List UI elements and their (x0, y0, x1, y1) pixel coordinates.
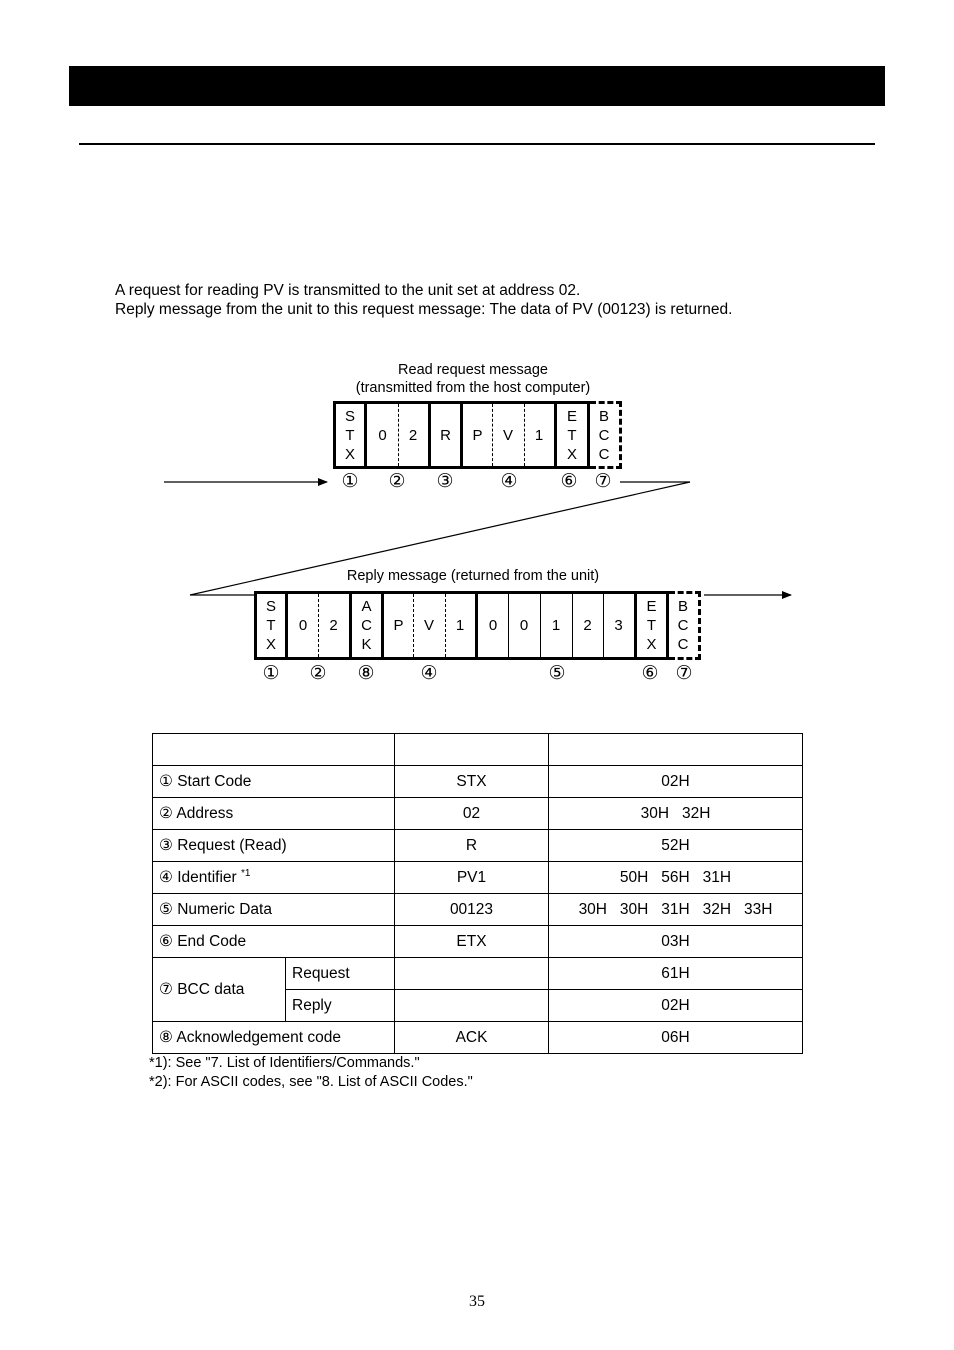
row-number: ② (159, 805, 173, 822)
bcc-request-character (395, 958, 549, 990)
row-ascii: 30H 32H (549, 798, 803, 830)
row-ascii: 50H 56H 31H (549, 862, 803, 894)
row-character: STX (395, 766, 549, 798)
connector-diagonal (190, 482, 690, 595)
row-character: ACK (395, 1022, 549, 1054)
cell-char: V (502, 426, 513, 444)
field-marker: ⑥ (641, 663, 659, 684)
row-number: ① (159, 773, 173, 790)
cell-char: 3 (614, 617, 623, 634)
row-number: ④ (159, 869, 173, 887)
cell-char: T (345, 426, 355, 444)
row-item: Request (Read) (177, 837, 287, 854)
table-row (153, 830, 803, 862)
field-marker: ④ (500, 471, 518, 492)
field-marker: ① (341, 471, 359, 492)
row-item: Numeric Data (177, 901, 272, 918)
field-marker: ⑦ (594, 471, 612, 492)
field-marker: ① (262, 663, 280, 684)
row-character: ETX (395, 926, 549, 958)
table-row (153, 766, 803, 798)
cell-char: K (361, 636, 372, 653)
footnote-2: *2): For ASCII codes, see "8. List of ASCII Codes." (149, 1074, 473, 1090)
page-number: 35 (469, 1293, 485, 1310)
field-marker: ⑦ (675, 663, 693, 684)
cell-char: V (423, 617, 434, 634)
cell-char: X (566, 445, 577, 463)
field-marker: ② (309, 663, 327, 684)
table-row (153, 894, 803, 926)
row-item: End Code (177, 933, 247, 950)
cell-char: C (677, 617, 689, 634)
bcc-reply-ascii: 02H (549, 990, 803, 1022)
cell-char: E (646, 598, 657, 615)
cell-char: C (361, 617, 372, 634)
header-item (153, 734, 395, 766)
row-ascii: 02H (549, 766, 803, 798)
bcc-request-ascii: 61H (549, 958, 803, 990)
cell-char: C (677, 636, 689, 653)
cell-char: S (265, 598, 276, 615)
table-row (153, 1022, 803, 1054)
row-item: BCC data (177, 981, 245, 998)
cell-char: T (567, 426, 577, 444)
cell-char: B (598, 407, 609, 425)
cell-char: B (677, 598, 688, 615)
row-character: 00123 (395, 894, 549, 926)
cell-char: C (598, 426, 610, 444)
row-number: ⑦ (159, 981, 173, 998)
cell-char: E (566, 407, 577, 425)
cell-char: P (472, 426, 483, 444)
intro-line-2: Reply message from the unit to this request message: The data of PV (00123) is returned. (115, 301, 733, 318)
cell-char: T (646, 617, 657, 634)
table-row (153, 926, 803, 958)
cell-char: X (265, 636, 276, 653)
cell-char: 2 (329, 617, 338, 634)
field-marker: ⑥ (560, 471, 578, 492)
cell-char: X (344, 445, 355, 463)
cell-char: R (440, 426, 451, 444)
row-ascii: 52H (549, 830, 803, 862)
cell-char: S (344, 407, 355, 425)
field-marker: ② (388, 471, 406, 492)
field-marker: ⑤ (548, 663, 566, 684)
cell-char: 1 (551, 617, 561, 634)
cell-char: 1 (455, 617, 465, 634)
cell-char: 0 (378, 426, 387, 444)
code-table (152, 733, 803, 1054)
row-ascii: 03H (549, 926, 803, 958)
reply-caption: Reply message (returned from the unit) (346, 568, 600, 584)
bcc-reply-label: Reply (286, 990, 395, 1022)
row-item: Acknowledgement code (176, 1029, 341, 1046)
row-item: Start Code (177, 773, 252, 790)
footnote-ref: *1 (240, 867, 251, 879)
header-ascii (549, 734, 803, 766)
table-row-bcc-request (153, 958, 803, 990)
row-ascii: 06H (549, 1022, 803, 1054)
cell-char: 0 (298, 617, 308, 634)
table-row (153, 862, 803, 894)
field-marker: ⑧ (357, 663, 375, 684)
header-character (395, 734, 549, 766)
cell-char: 0 (519, 617, 529, 634)
request-caption-line2: (transmitted from the host computer) (355, 380, 591, 396)
row-number: ⑧ (159, 1029, 173, 1046)
cell-char: 1 (534, 426, 544, 444)
row-item: Address (176, 805, 234, 822)
row-character: R (395, 830, 549, 862)
footnote-1: *1): See "7. List of Identifiers/Commands." (149, 1055, 420, 1071)
intro-line-1: A request for reading PV is transmitted to the unit set at address 02. (115, 282, 581, 299)
row-number: ⑥ (159, 933, 173, 950)
cell-char: 2 (583, 617, 592, 634)
row-number: ⑤ (159, 901, 173, 918)
cell-char: X (646, 636, 657, 653)
row-item: Identifier (177, 869, 237, 887)
cell-char: A (361, 598, 372, 615)
bcc-request-label: Request (286, 958, 395, 990)
request-caption-line1: Read request message (398, 362, 548, 378)
field-marker: ④ (420, 663, 438, 684)
cell-char: 2 (408, 426, 418, 444)
table-row (153, 798, 803, 830)
field-marker: ③ (436, 471, 454, 492)
row-character: PV1 (395, 862, 549, 894)
cell-char: T (266, 617, 276, 634)
row-character: 02 (395, 798, 549, 830)
row-ascii: 30H 30H 31H 32H 33H (549, 894, 803, 926)
table-header-row (153, 734, 803, 766)
row-number: ③ (159, 837, 173, 854)
cell-char: P (393, 617, 404, 634)
bcc-reply-character (395, 990, 549, 1022)
cell-char: C (598, 445, 610, 463)
cell-char: 0 (488, 617, 498, 634)
